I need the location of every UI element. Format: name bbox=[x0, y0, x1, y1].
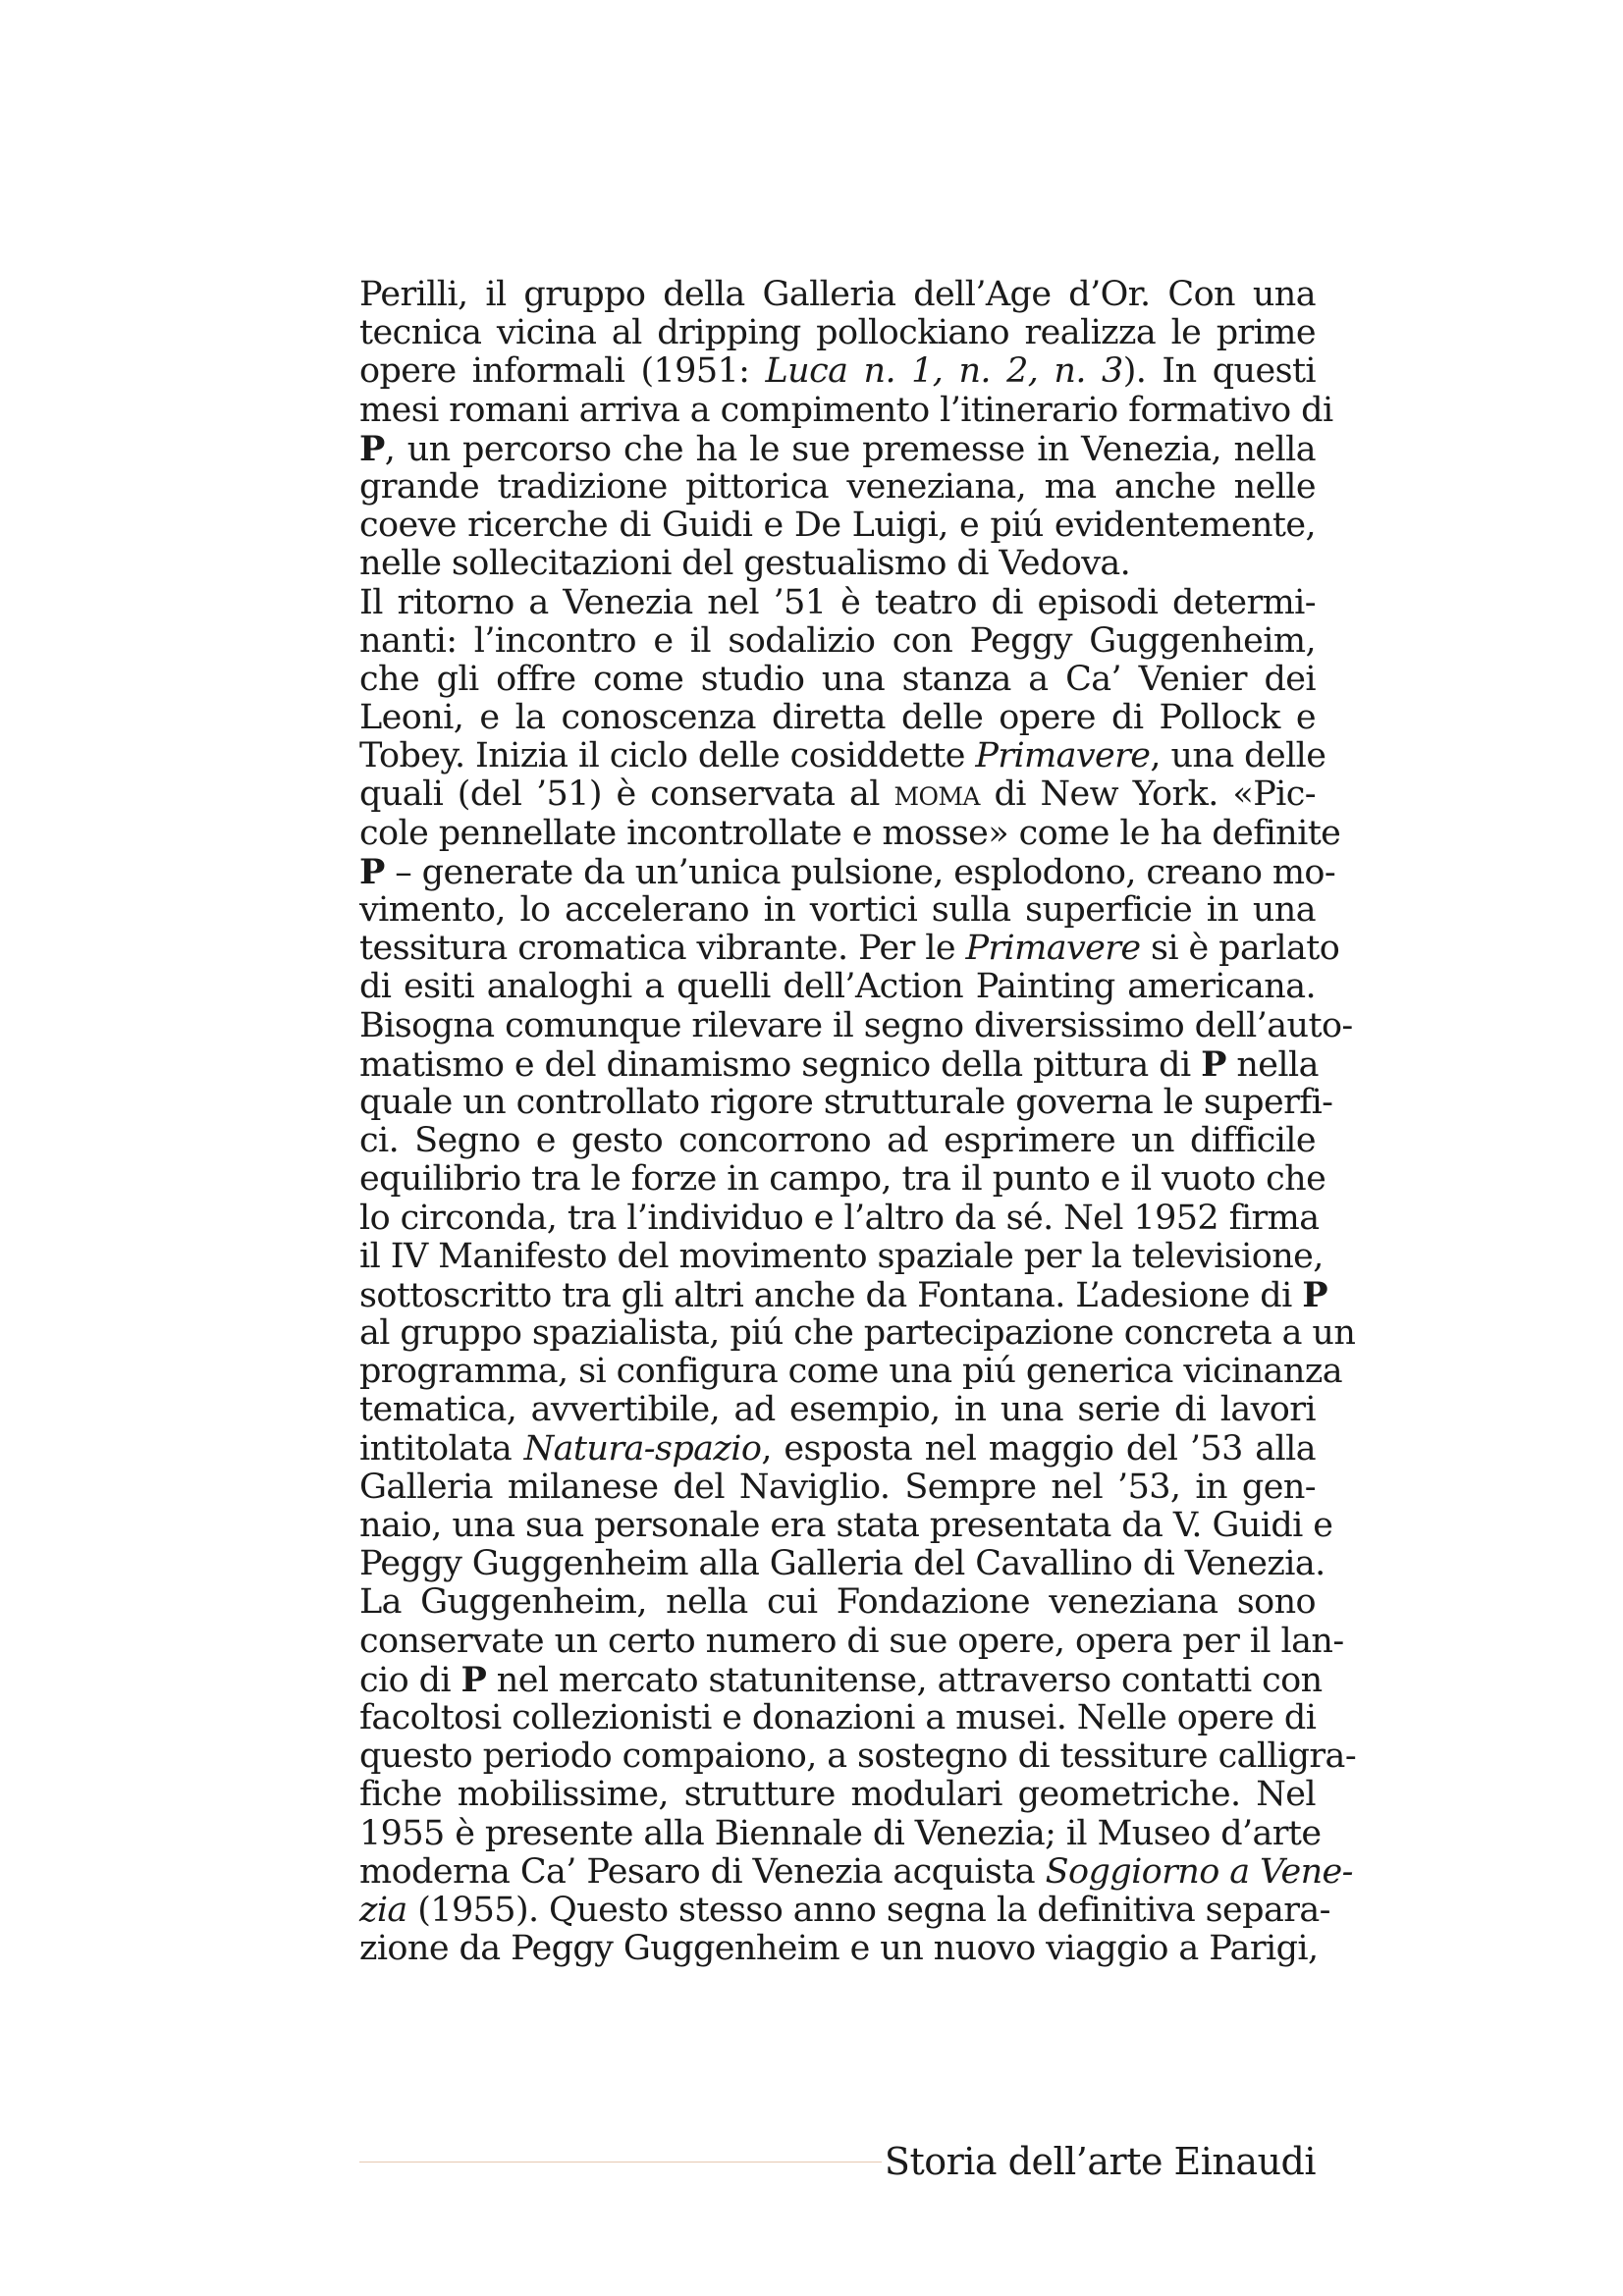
text-line bbox=[359, 1082, 1333, 1122]
text-line bbox=[359, 1544, 1325, 1584]
text-segment: La Guggenheim, nella cui Fondazione veneziana sono bbox=[359, 1582, 1316, 1623]
text-segment: tessitura cromatica vibrante. Per le bbox=[359, 929, 966, 969]
text-segment: ). In questi bbox=[1122, 351, 1316, 392]
text-segment: coeve ricerche di Guidi e De Luigi, e piú evidentemente, bbox=[359, 506, 1316, 546]
text-line bbox=[359, 1851, 1353, 1892]
text-segment: si è parlato bbox=[1140, 929, 1340, 969]
text-segment: Perilli, il gruppo della Galleria dell’Age d’Or. Con una bbox=[359, 275, 1316, 314]
text-segment: , esposta nel maggio del ’53 alla bbox=[761, 1428, 1317, 1468]
text-line bbox=[359, 1890, 1330, 1930]
text-segment: equilibrio tra le forze in campo, tra il punto e il vuoto che bbox=[359, 1159, 1326, 1200]
text-segment: nanti: l’incontro e il sodalizio con Peggy Guggenheim, bbox=[359, 620, 1316, 661]
text-line bbox=[359, 1391, 1316, 1429]
text-line bbox=[359, 736, 1326, 776]
text-segment: lo circonda, tra l’individuo e l’altro da sé. Nel 1952 firma bbox=[359, 1198, 1320, 1238]
text-line bbox=[359, 1736, 1357, 1777]
text-segment: tematica, avvertibile, ad esempio, in una serie di lavori bbox=[359, 1390, 1316, 1430]
text-segment: che gli offre come studio una stanza a Ca’ Venier dei bbox=[359, 659, 1316, 699]
text-segment: ci. Segno e gesto concorrono ad esprimere un difficile bbox=[359, 1121, 1316, 1161]
artwork-title: Luca n. 1, n. 2, n. 3 bbox=[765, 351, 1123, 392]
author-initial: P bbox=[460, 1659, 487, 1700]
text-segment: matismo e del dinamismo segnico della pittura di bbox=[359, 1044, 1202, 1085]
text-segment: quali (del ’51) è conservata al bbox=[359, 774, 894, 815]
author-initial: P bbox=[359, 851, 385, 892]
text-line bbox=[359, 314, 1316, 352]
text-segment: il IV Manifesto del movimento spaziale per la televisione, bbox=[359, 1236, 1324, 1276]
text-segment: , un percorso che ha le sue premesse in Venezia, nella bbox=[384, 429, 1316, 469]
text-line bbox=[359, 352, 1316, 391]
text-segment: vimento, lo accelerano in vortici sulla superficie in una bbox=[359, 890, 1316, 930]
text-segment: Peggy Guggenheim alla Galleria del Cavallino di Venezia. bbox=[359, 1544, 1325, 1584]
text-segment: intitolata bbox=[359, 1428, 524, 1468]
text-line bbox=[359, 1274, 1327, 1315]
text-line bbox=[359, 545, 1316, 583]
text-segment: , una delle bbox=[1150, 736, 1326, 776]
text-line bbox=[359, 1468, 1316, 1507]
text-segment: sottoscritto tra gli altri anche da Fontana. L’adesione di bbox=[359, 1275, 1303, 1315]
text-segment: moderna Ca’ Pesaro di Venezia acquista bbox=[359, 1851, 1046, 1892]
text-line bbox=[359, 390, 1333, 430]
text-segment: cio di bbox=[359, 1660, 461, 1700]
text-segment: – generate da un’unica pulsione, esplodono, creano mo- bbox=[384, 852, 1336, 892]
text-line bbox=[359, 584, 1316, 622]
text-segment: conservate un certo numero di sue opere, opera per il lan- bbox=[359, 1621, 1344, 1661]
text-segment: moma bbox=[893, 774, 980, 815]
text-line bbox=[359, 1813, 1322, 1853]
text-segment: naio, una sua personale era stata presentata da V. Guidi e bbox=[359, 1506, 1333, 1545]
text-line bbox=[359, 891, 1316, 930]
text-segment: zione da Peggy Guggenheim e un nuovo viaggio a Parigi, bbox=[359, 1929, 1319, 1969]
text-line bbox=[359, 1776, 1316, 1814]
text-segment: fiche mobilissime, strutture modulari geometriche. Nel bbox=[359, 1775, 1316, 1815]
text-line bbox=[359, 1159, 1326, 1200]
text-line bbox=[359, 1583, 1316, 1622]
text-line bbox=[359, 1506, 1333, 1545]
artwork-title: Primavere bbox=[975, 736, 1151, 776]
text-line bbox=[359, 1198, 1320, 1238]
text-segment: Tobey. Inizia il ciclo delle cosiddette bbox=[359, 736, 976, 776]
text-line bbox=[359, 430, 1316, 468]
text-line bbox=[359, 1005, 1353, 1045]
text-line bbox=[359, 1043, 1319, 1085]
text-segment: di esiti analoghi a quelli dell’Action Painting americana. bbox=[359, 967, 1316, 1007]
text-segment: nel mercato statunitense, attraverso contatti con bbox=[486, 1660, 1323, 1700]
text-line bbox=[359, 929, 1340, 969]
text-line bbox=[359, 1430, 1316, 1468]
text-line bbox=[359, 968, 1316, 1006]
text-line bbox=[359, 1313, 1356, 1354]
text-segment: nella bbox=[1225, 1044, 1319, 1085]
text-segment: 1955 è presente alla Biennale di Venezia; il Museo d’arte bbox=[359, 1813, 1322, 1853]
text-line bbox=[359, 1122, 1316, 1160]
text-segment: di New York. «Pic- bbox=[979, 774, 1316, 815]
text-segment: nelle sollecitazioni del gestualismo di Vedova. bbox=[359, 544, 1131, 584]
text-line bbox=[359, 1621, 1344, 1661]
text-line bbox=[359, 1352, 1342, 1392]
author-initial: P bbox=[1201, 1043, 1226, 1085]
text-line bbox=[359, 468, 1316, 507]
text-line bbox=[359, 851, 1336, 892]
author-initial: P bbox=[359, 428, 385, 469]
text-segment: grande tradizione pittorica veneziana, ma anche nelle bbox=[359, 466, 1316, 507]
author-initial: P bbox=[1302, 1274, 1327, 1315]
page-footer bbox=[359, 2140, 1316, 2183]
text-segment: mesi romani arriva a compimento l’itinerario formativo di bbox=[359, 390, 1333, 430]
artwork-title: Natura-spazio bbox=[523, 1428, 762, 1468]
text-line bbox=[359, 661, 1316, 699]
text-segment: Il ritorno a Venezia nel ’51 è teatro di episodi determi- bbox=[359, 582, 1316, 622]
text-line bbox=[359, 507, 1316, 545]
artwork-title: Primavere bbox=[965, 929, 1141, 969]
text-line bbox=[359, 699, 1316, 737]
text-line bbox=[359, 1236, 1324, 1276]
text-segment: Galleria milanese del Naviglio. Sempre nel ’53, in gen- bbox=[359, 1467, 1316, 1507]
text-line bbox=[359, 775, 1316, 814]
text-line bbox=[359, 276, 1316, 314]
artwork-title: Soggiorno a Vene- bbox=[1045, 1851, 1353, 1892]
text-line bbox=[359, 1929, 1319, 1969]
text-line bbox=[359, 1699, 1316, 1737]
artwork-title: zia bbox=[359, 1890, 407, 1930]
text-segment: facoltosi collezionisti e donazioni a musei. Nelle opere di bbox=[359, 1697, 1317, 1737]
text-line bbox=[359, 622, 1316, 661]
text-segment: opere informali (1951: bbox=[359, 351, 766, 392]
footer-rule bbox=[359, 2162, 882, 2163]
text-segment: questo periodo compaiono, a sostegno di tessiture calligra- bbox=[359, 1736, 1357, 1777]
text-segment: programma, si configura come una piú generica vicinanza bbox=[359, 1352, 1342, 1392]
footer-title: Storia dell’arte Einaudi bbox=[884, 2140, 1316, 2183]
text-segment: Leoni, e la conoscenza diretta delle opere di Pollock e bbox=[359, 698, 1316, 738]
text-segment: al gruppo spazialista, piú che partecipazione concreta a un bbox=[359, 1313, 1356, 1354]
text-segment: (1955). Questo stesso anno segna la definitiva separa- bbox=[406, 1890, 1330, 1930]
text-line bbox=[359, 813, 1341, 853]
text-line bbox=[359, 1659, 1323, 1700]
text-segment: tecnica vicina al dripping pollockiano realizza le prime bbox=[359, 313, 1316, 353]
text-segment: cole pennellate incontrollate e mosse» come le ha definite bbox=[359, 813, 1341, 853]
body-text bbox=[359, 275, 1357, 1969]
text-segment: quale un controllato rigore strutturale governa le superfi- bbox=[359, 1082, 1333, 1122]
text-segment: Bisogna comunque rilevare il segno diversissimo dell’auto- bbox=[359, 1005, 1353, 1045]
